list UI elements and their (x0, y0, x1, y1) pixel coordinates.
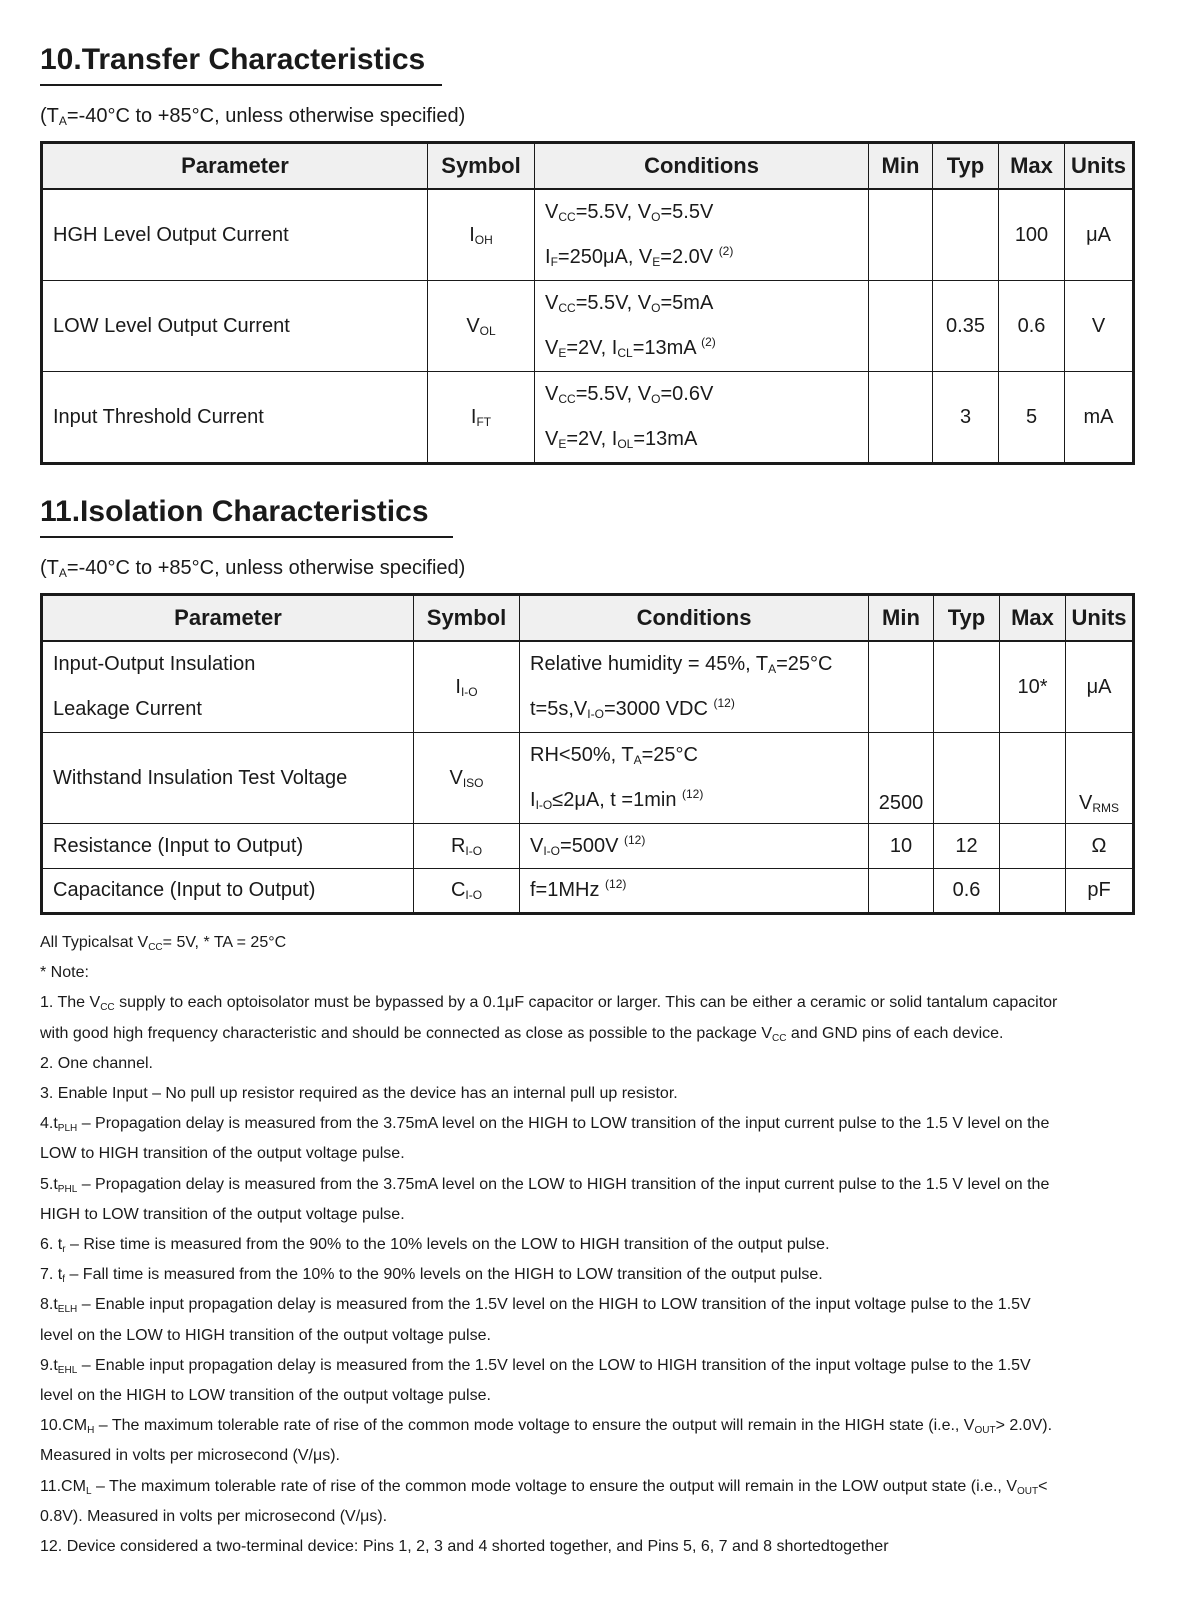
header-units: Units (1066, 595, 1134, 642)
min-cell (869, 869, 934, 914)
table-row (42, 733, 1134, 824)
header-typ: Typ (934, 595, 1000, 642)
min-cell (869, 641, 934, 733)
parameter-cell: Input-Output Insulation Leakage Current (42, 641, 414, 733)
table-row (42, 372, 1134, 464)
header-symbol: Symbol (414, 595, 520, 642)
note-item: level on the HIGH to LOW transition of the output voltage pulse. (40, 1387, 491, 1405)
note-item: 7. $t_f$ – Fall time is measured from the 10% to the 90% levels on the HIGH to LOW transition of the output pulse. (40, 1266, 823, 1286)
section-title-isolation: 11.Isolation Characteristics (40, 494, 453, 538)
symbol-cell: $I_{I-O}$ (414, 641, 520, 733)
conditions-cell: $V_{CC}=5.5V$, $V_O=0.6V$ $V_E=2V$, $I_{OL}=13mA$ (535, 372, 869, 464)
notes-heading: * Note: (40, 964, 89, 982)
parameter-cell: Withstand Insulation Test Voltage (42, 733, 414, 824)
conditions-cell: f=1MHz $^{(12)}$ (520, 869, 869, 914)
max-cell (1000, 824, 1066, 869)
typ-cell (933, 189, 999, 281)
note-item: 2. One channel. (40, 1054, 153, 1072)
parameter-cell: Resistance (Input to Output) (42, 824, 414, 869)
max-cell (1000, 733, 1066, 824)
min-cell (869, 189, 933, 281)
typ-cell: 0.35 (933, 281, 999, 372)
parameter-cell: HGH Level Output Current (42, 189, 428, 281)
min-cell: 10 (869, 824, 934, 869)
conditions-cell: RH<50%, $T_A=25^\circ C$ $I_{I-O}\le 2\mu A$, t =1min $^{(12)}$ (520, 733, 869, 824)
conditions-cell: Relative humidity = 45%, $T_A=25^\circ C$ $t=5s,V_{I-O}=3000$ VDC $^{(12)}$ (520, 641, 869, 733)
header-typ: Typ (933, 143, 999, 190)
typ-cell: 3 (933, 372, 999, 464)
note-item: 6. $t_r$ – Rise time is measured from the 90% to the 10% levels on the LOW to HIGH transition of the output pulse. (40, 1236, 830, 1256)
note-item: $9.t_{EHL}$ – Enable input propagation delay is measured from the 1.5V level on the LOW to HIGH transition of the input voltage pulse to the 1.5V (40, 1356, 1031, 1376)
min-cell (869, 372, 933, 464)
section-condition-note: ($T_A=-40^\circ C$ to +85°C, unless otherwise specified) (40, 105, 466, 128)
max-cell: 10* (1000, 641, 1066, 733)
max-cell (1000, 869, 1066, 914)
units-cell: V (1065, 281, 1134, 372)
table-row (42, 189, 1134, 281)
max-cell: 0.6 (999, 281, 1065, 372)
parameter-cell: LOW Level Output Current (42, 281, 428, 372)
note-item: 1. The $V_{CC}$ supply to each optoisolator must be bypassed by a 0.1μF capacitor or larger. This can be either a ceramic or solid tantalum capacitor (40, 994, 1058, 1014)
conditions-cell: $V_{CC}=5.5V$, $V_O=5.5V$ $I_F=250\mu A$, $V_E=2.0V$ $^{(2)}$ (535, 189, 869, 281)
max-cell: 100 (999, 189, 1065, 281)
header-min: Min (869, 595, 934, 642)
section-condition-note: ($T_A=-40^\circ C$ to +85°C, unless otherwise specified) (40, 557, 466, 580)
isolation-characteristics-table (40, 593, 1135, 915)
table-row (42, 281, 1134, 372)
note-item: Measured in volts per microsecond (V/μs). (40, 1447, 340, 1465)
header-conditions: Conditions (520, 595, 869, 642)
conditions-cell: $V_{CC}=5.5V$, $V_O=5mA$ $V_E=2V$, $I_{CL}=13mA$ $^{(2)}$ (535, 281, 869, 372)
symbol-cell: $V_{OL}$ (428, 281, 535, 372)
header-max: Max (1000, 595, 1066, 642)
header-max: Max (999, 143, 1065, 190)
units-cell: μA (1065, 189, 1134, 281)
header-conditions: Conditions (535, 143, 869, 190)
symbol-cell: $I_{FT}$ (428, 372, 535, 464)
note-item: level on the LOW to HIGH transition of the output voltage pulse. (40, 1326, 491, 1344)
units-cell: μA (1066, 641, 1134, 733)
units-cell: Ω (1066, 824, 1134, 869)
note-item: $8.t_{ELH}$ – Enable input propagation delay is measured from the 1.5V level on the HIGH to LOW transition of the input voltage pulse to the 1.5V (40, 1296, 1031, 1316)
min-cell: 2500 (869, 733, 934, 824)
note-item: with good high frequency characteristic and should be connected as close as possible to the package $V_{CC}$ and GND pins of each device. (40, 1024, 1004, 1044)
header-parameter: Parameter (42, 595, 414, 642)
typical-values-note: All Typicalsat $V_{CC}= 5V$, * TA = 25°C (40, 934, 287, 953)
header-min: Min (869, 143, 933, 190)
max-cell: 5 (999, 372, 1065, 464)
table-header-row (42, 143, 1134, 190)
header-units: Units (1065, 143, 1134, 190)
typ-cell (934, 641, 1000, 733)
table-header-row (42, 595, 1134, 642)
parameter-cell: Capacitance (Input to Output) (42, 869, 414, 914)
transfer-characteristics-table (40, 141, 1135, 465)
note-item: $11.CM_L$ – The maximum tolerable rate of rise of the common mode voltage to ensure the output will remain in the LOW output state (i.e., $V_{OUT}<$ (40, 1477, 1048, 1497)
symbol-cell: $V_{ISO}$ (414, 733, 520, 824)
units-cell: pF (1066, 869, 1134, 914)
units-cell: $V_{RMS}$ (1066, 733, 1134, 824)
note-item: HIGH to LOW transition of the output voltage pulse. (40, 1205, 405, 1223)
table-row (42, 869, 1134, 914)
parameter-cell: Input Threshold Current (42, 372, 428, 464)
symbol-cell: $C_{I-O}$ (414, 869, 520, 914)
note-item: 0.8V). Measured in volts per microsecond (V/μs). (40, 1507, 388, 1525)
note-item: 3. Enable Input – No pull up resistor required as the device has an internal pull up resistor. (40, 1085, 678, 1103)
typ-cell: 0.6 (934, 869, 1000, 914)
section-title-transfer: 10.Transfer Characteristics (40, 42, 442, 86)
note-item: 12. Device considered a two-terminal device: Pins 1, 2, 3 and 4 shorted together, and Pins 5, 6, 7 and 8 shortedtogether (40, 1538, 889, 1556)
table-row (42, 641, 1134, 733)
typ-cell: 12 (934, 824, 1000, 869)
note-item: LOW to HIGH transition of the output voltage pulse. (40, 1145, 405, 1163)
notes-section (40, 928, 1160, 1562)
table-row (42, 824, 1134, 869)
note-item: $10.CM_H$ – The maximum tolerable rate of rise of the common mode voltage to ensure the output will remain in the HIGH state (i.e., $V_{OUT}> 2.0V$). (40, 1417, 1053, 1437)
header-parameter: Parameter (42, 143, 428, 190)
symbol-cell: $I_{OH}$ (428, 189, 535, 281)
min-cell (869, 281, 933, 372)
note-item: $5.t_{PHL}$ – Propagation delay is measured from the 3.75mA level on the LOW to HIGH transition of the input current pulse to the 1.5 V level on the (40, 1175, 1050, 1195)
symbol-cell: $R_{I-O}$ (414, 824, 520, 869)
note-item: $4.t_{PLH}$ – Propagation delay is measured from the 3.75mA level on the HIGH to LOW transition of the input current pulse to the 1.5 V level on the (40, 1115, 1050, 1135)
header-symbol: Symbol (428, 143, 535, 190)
typ-cell (934, 733, 1000, 824)
units-cell: mA (1065, 372, 1134, 464)
conditions-cell: $V_{I-O}=500V$ $^{(12)}$ (520, 824, 869, 869)
